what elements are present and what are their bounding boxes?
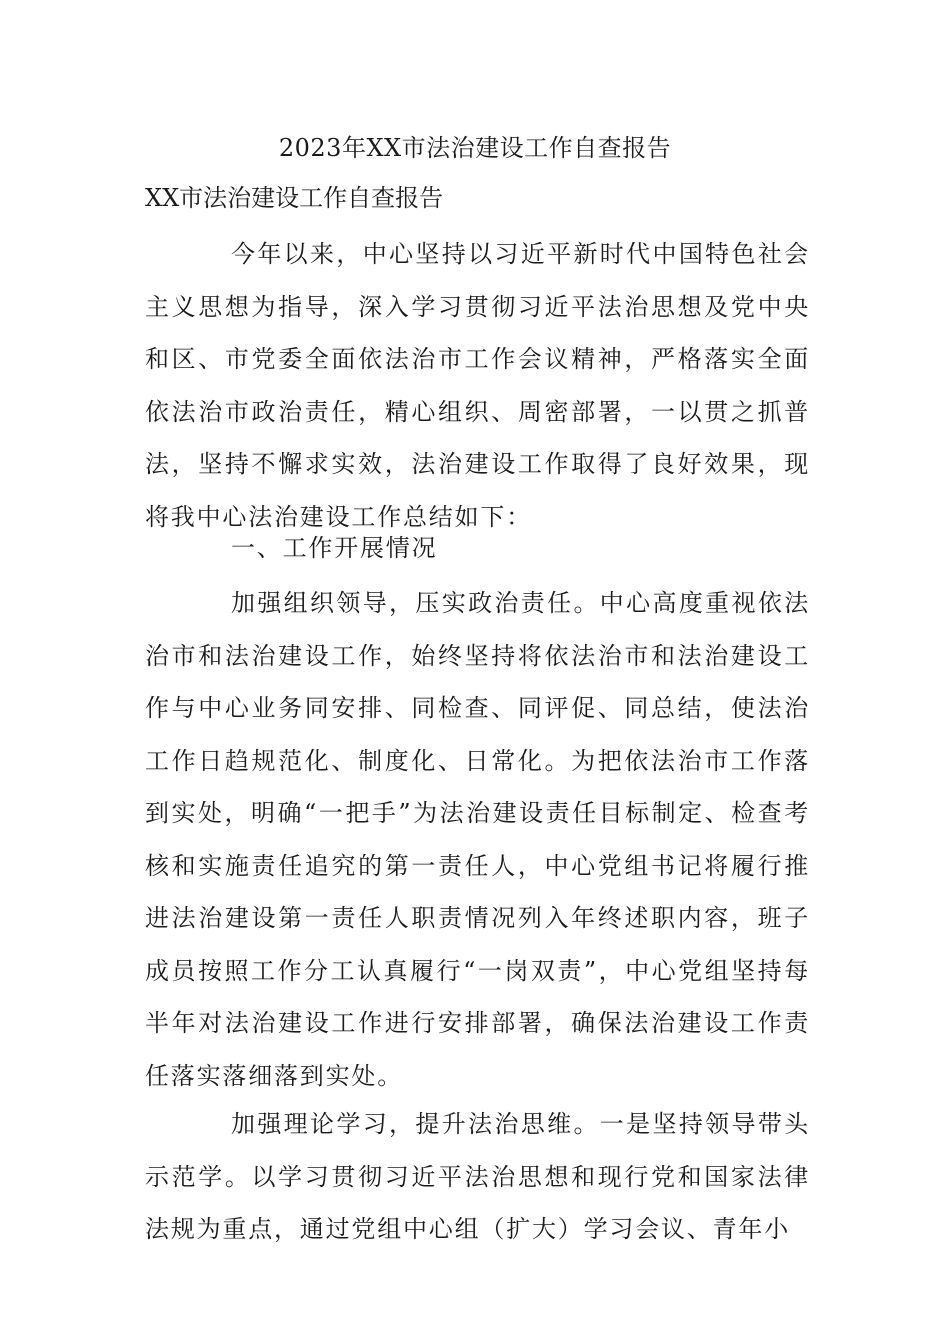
body-paragraph-theory-study: 加强理论学习，提升法治思维。一是坚持领导带头示范学。以学习贯彻习近平法治思想和现行党和国家法律法规为重点，通过党组中心组（扩大）学习会议、青年小 [145, 1110, 810, 1243]
document-subtitle: XX市法治建设工作自查报告 [145, 184, 444, 212]
section-heading: 一、工作开展情况 [231, 534, 438, 562]
intro-paragraph: 今年以来，中心坚持以习近平新时代中国特色社会主义思想为指导，深入学习贯彻习近平法治思想及党中央和区、市党委全面依法治市工作会议精神，严格落实全面依法治市政治责任，精心组织、周密部署，一以贯之抓普法，坚持不懈求实效，法治建设工作取得了良好效果，现将我中心法治建设工作总结如下： [145, 240, 810, 531]
document-title: 2023年XX市法治建设工作自查报告 [278, 134, 672, 162]
body-paragraph-organization: 加强组织领导，压实政治责任。中心高度重视依法治市和法治建设工作，始终坚持将依法治市和法治建设工作与中心业务同安排、同检查、同评促、同总结，使法治工作日趋规范化、制度化、日常化。为把依法治市工作落到实处，明确“一把手”为法治建设责任目标制定、检查考核和实施责任追究的第一责任人，中心党组书记将履行推进法治建设第一责任人职责情况列入年终述职内容，班子成员按照工作分工认真履行“一岗双责”，中心党组坚持每半年对法治建设工作进行安排部署，确保法治建设工作责任落实落细落到实处。 [145, 589, 810, 1090]
